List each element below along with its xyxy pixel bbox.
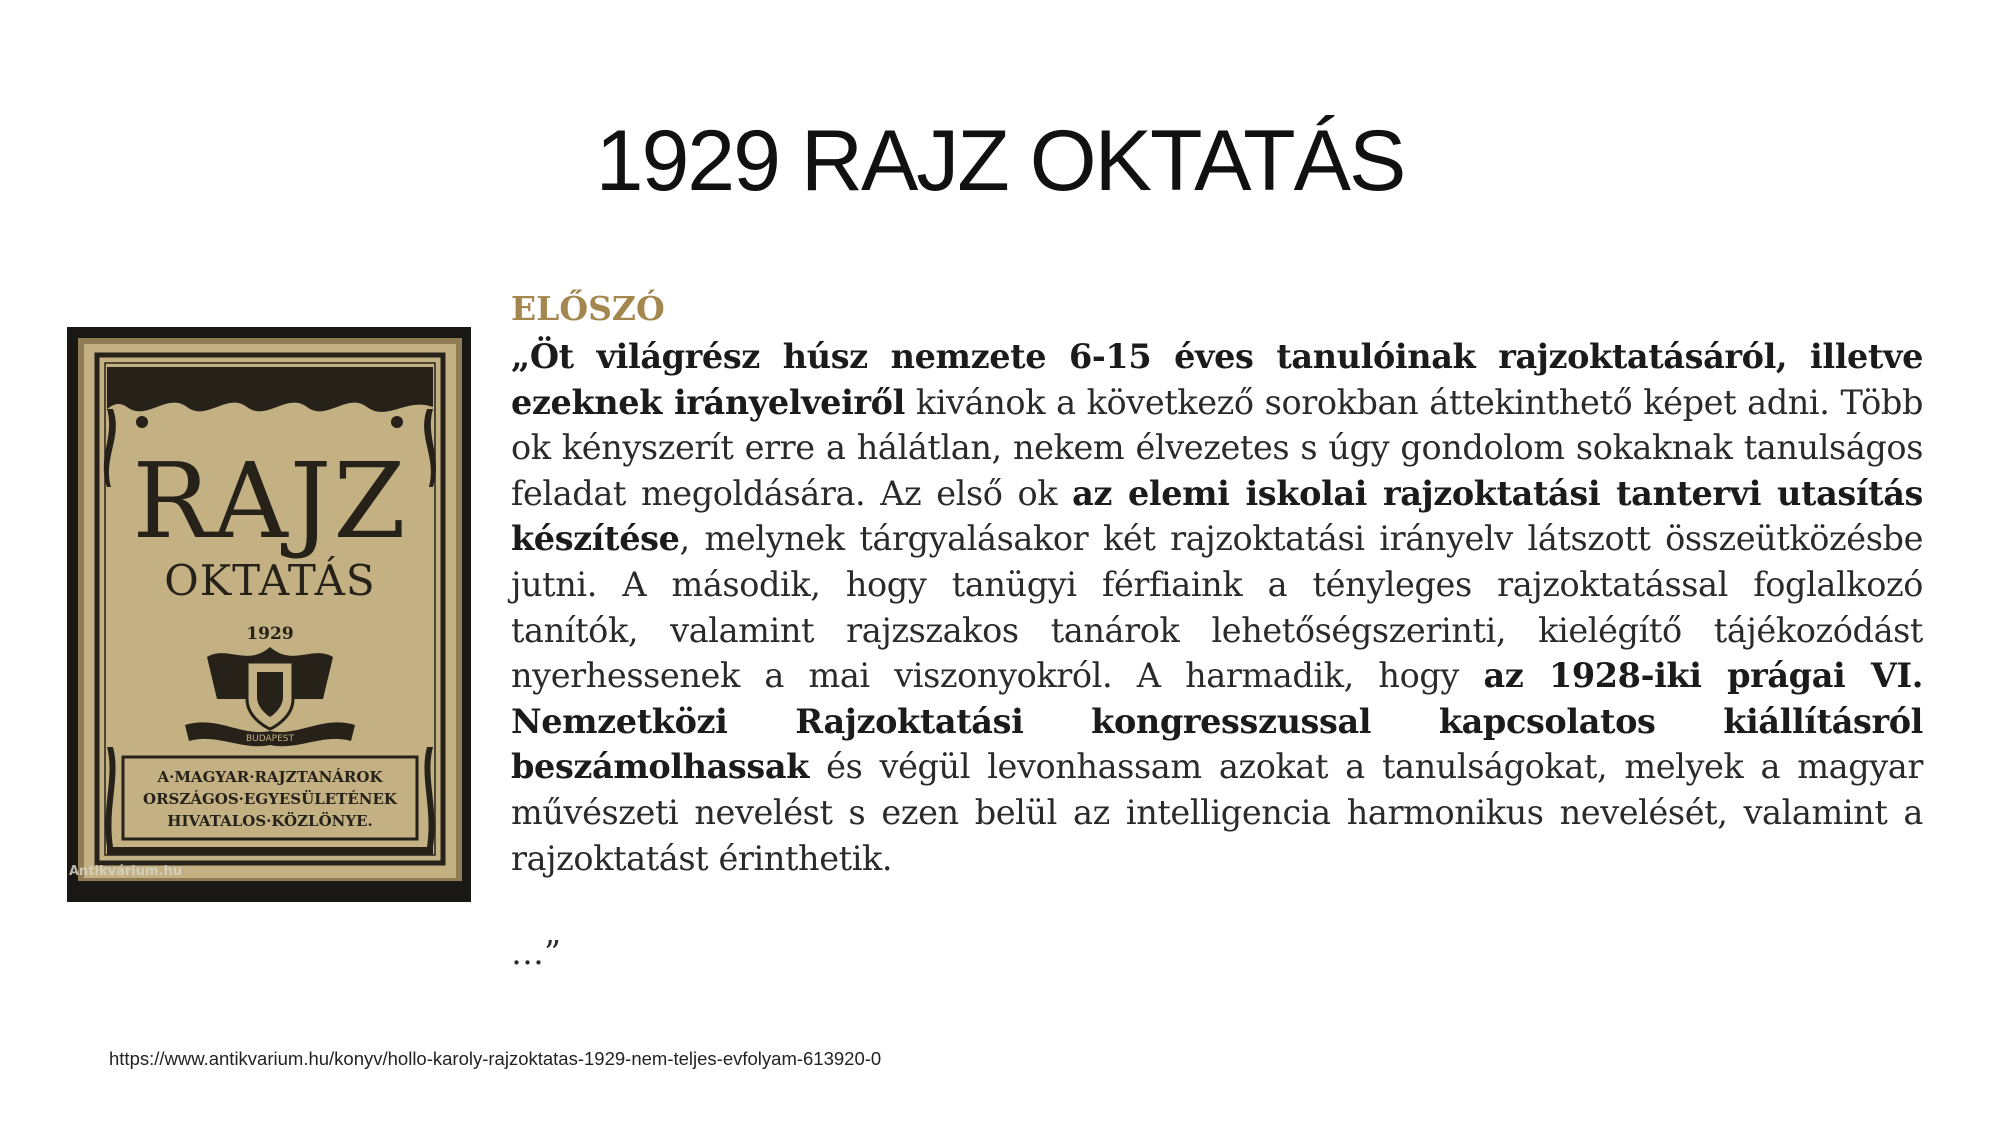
- cover-title-rajz: RAJZ: [132, 440, 408, 562]
- cover-caption-line2: ORSZÁGOS·EGYESÜLETÉNEK: [143, 790, 397, 808]
- preface-ending: …”: [511, 933, 561, 972]
- book-cover-illustration: [67, 327, 471, 902]
- cover-caption-line1: A·MAGYAR·RAJZTANÁROK: [157, 768, 383, 786]
- preface-bold-opening: „Öt világrész húsz nemzete 6-15 éves tanulóinak rajzoktatásáról, illetve ezeknek irányelveiről: [511, 337, 1923, 422]
- cover-city: BUDAPEST: [245, 734, 295, 744]
- cover-title-oktatas: OKTATÁS: [164, 556, 376, 605]
- book-cover-image: [67, 327, 471, 902]
- preface-text: [511, 334, 1923, 881]
- cover-year: 1929: [246, 624, 294, 644]
- cover-bottom-band: [67, 881, 471, 902]
- cover-caption-line3: HIVATALOS·KÖZLÖNYE.: [167, 812, 373, 830]
- preface-text-part: és végül levonhassam azokat a tanulságokat, melyek a magyar művészeti nevelést s ezen belül az intelligencia harmonikus nevelését, valamint a rajzoktatást érinthetik.: [511, 747, 1923, 878]
- preface-bold-congress: az 1928-iki prágai VI. Nemzetközi Rajzoktatási kongresszussal kapcsolatos kiállításról beszámolhassak: [511, 656, 1923, 787]
- slide-title: 1929 RAJZ OKTATÁS: [595, 113, 1405, 209]
- preface-text-part: , melynek tárgyalásakor két rajzoktatási irányelv látszott összeütközésbe jutni. A második, hogy tanügyi férfiaink a tényleges rajzoktatással foglalkozó tanítók, valamint rajzszakos tanárok lehetőségszerinti, kielégítő tájékozódást nyerhessenek a mai viszonyokról. A harmadik, hogy: [511, 519, 1923, 696]
- cover-watermark: Antikvárium.hu: [69, 864, 182, 879]
- source-url: https://www.antikvarium.hu/konyv/hollo-karoly-rajzoktatas-1929-nem-teljes-evfolyam-613920-0: [109, 1048, 882, 1069]
- preface-bold-curriculum: az elemi iskolai rajzoktatási tantervi utasítás készítése: [511, 473, 1923, 559]
- preface-text-part: kivánok a következő sorokban áttekinthető képet adni. Több ok kényszerít erre a hálátlan, nekem élvezetes s úgy gondolom sokaknak tanulságos feladat megoldására. Az első ok: [511, 382, 1923, 513]
- preface-heading: ELŐSZÓ: [511, 289, 665, 328]
